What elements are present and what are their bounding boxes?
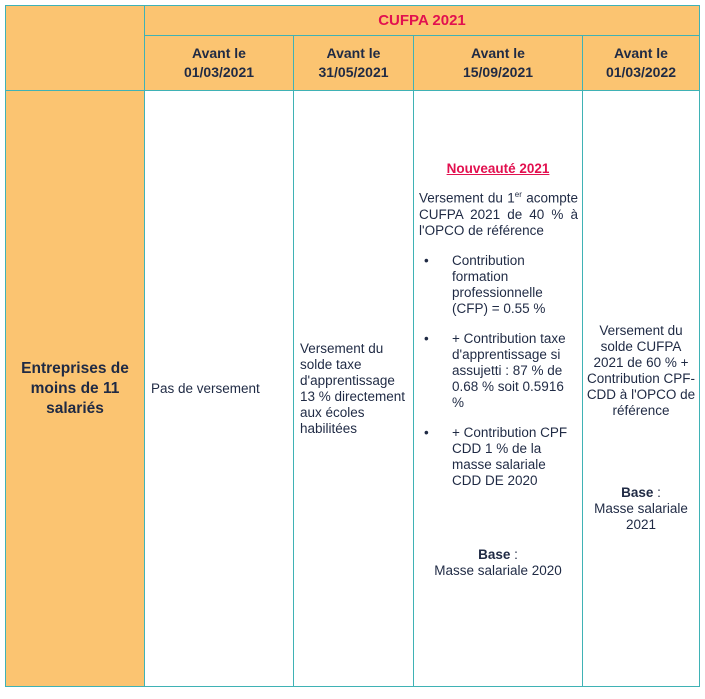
column-header-4	[583, 36, 700, 91]
base-value: Masse salariale 2020	[434, 562, 562, 578]
column-header-3	[414, 36, 583, 91]
column-header-3-line1: Avant le	[471, 45, 525, 61]
cell-col2-text: Versement du solde taxe d'apprentissage 13 % directement aux écoles habilitées	[300, 340, 406, 436]
column-header-3-line2: 15/09/2021	[462, 64, 534, 80]
nouveaute-label: Nouveauté 2021	[446, 161, 550, 176]
column-header-2-line2: 31/05/2021	[318, 64, 389, 80]
cell-col1	[145, 91, 294, 687]
column-header-1	[145, 36, 294, 91]
base-value: Masse salariale 2021	[594, 500, 688, 532]
base-block	[414, 547, 582, 579]
bullet-icon: •	[424, 424, 429, 440]
row-header-label: Entreprises de moins de 11 salariés	[21, 359, 129, 417]
acompte-superscript: er	[514, 190, 522, 199]
column-header-1-line2: 01/03/2021	[183, 64, 255, 80]
base-label: Base	[478, 546, 511, 562]
cell-col1-text: Pas de versement	[151, 380, 260, 396]
acompte-text-start: Versement du 1	[419, 190, 515, 206]
base-separator: :	[510, 546, 518, 562]
column-header-4-line1: Avant le	[614, 45, 668, 61]
column-header-1-line1: Avant le	[192, 45, 246, 61]
table-title: CUFPA 2021	[145, 6, 700, 36]
column-header-2-line1: Avant le	[326, 45, 381, 61]
bullet-icon: •	[424, 330, 429, 346]
bullet-icon: •	[424, 252, 429, 268]
acompte-text	[414, 187, 582, 239]
row-header	[6, 91, 145, 687]
cufpa-table	[5, 5, 700, 687]
cell-col4-text: Versement du solde CUFPA 2021 de 60 % + Contribution CPF-CDD à l'OPCO de référence	[586, 322, 696, 418]
list-item	[424, 253, 576, 317]
column-header-4-line2: 01/03/2022	[605, 64, 677, 80]
list-item-text: Contribution formation professionnelle (CFP) = 0.55 %	[452, 252, 546, 316]
contribution-list	[414, 253, 582, 489]
base-label: Base	[621, 484, 654, 500]
acompte-text-end: acompte CUFPA 2021 de 40 % à l'OPCO de référence	[419, 190, 578, 238]
list-item	[424, 425, 576, 489]
base-separator: :	[653, 484, 661, 500]
list-item-text: + Contribution CPF CDD 1 % de la masse salariale CDD DE 2020	[452, 424, 568, 488]
list-item	[424, 331, 576, 411]
corner-cell	[6, 6, 145, 91]
cell-col2	[294, 91, 414, 687]
cell-col3	[414, 91, 583, 687]
base-block-col4	[583, 485, 699, 533]
list-item-text: + Contribution taxe d'apprentissage si assujetti : 87 % de 0.68 % soit 0.5916 %	[452, 330, 566, 410]
column-header-2	[294, 36, 414, 91]
cell-col4	[583, 91, 700, 687]
